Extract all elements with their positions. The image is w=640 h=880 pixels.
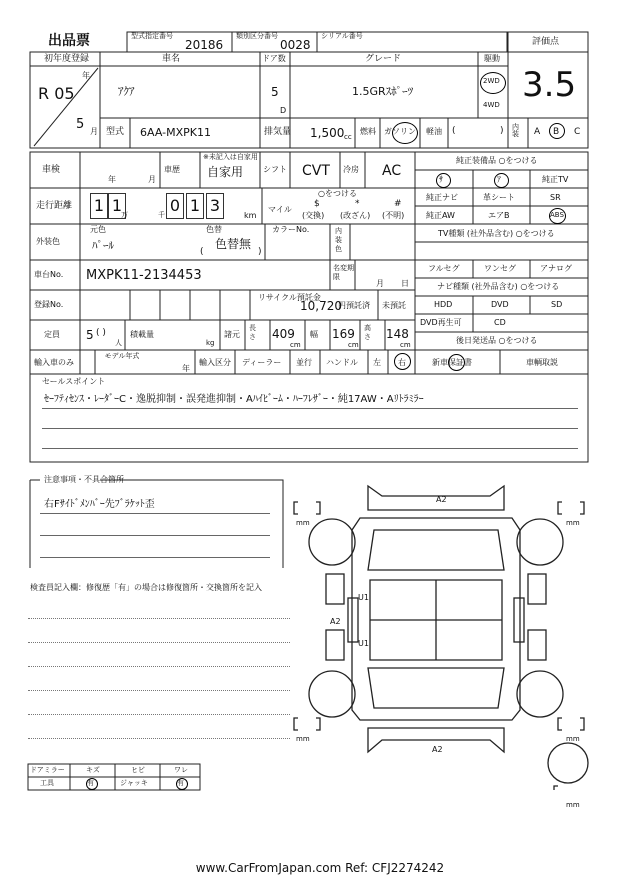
car-name-value: ｱｸｱ (118, 85, 135, 98)
notes-text: 右Fｻｲﾄﾞﾒﾝﾊﾞｰ先ﾌﾞﾗｹｯﾄ歪 (44, 499, 155, 510)
cooler-value: AC (382, 163, 402, 179)
color-code-label: 色替 (206, 225, 222, 234)
later-label: 後日発送品 ○をつける (456, 336, 538, 345)
name-change-label: 名変期限 (333, 264, 354, 281)
meter-hash: # (394, 199, 402, 209)
meter-unknown: (不明) (382, 211, 405, 220)
abs: ABS (550, 211, 564, 219)
fullseg: フルセグ (428, 264, 460, 273)
inspector-line-2 (28, 642, 290, 643)
fuel-value: ガソリン (384, 127, 416, 136)
color-no-label: カラーNo. (272, 225, 310, 234)
interior-color-label: 内装色 (335, 227, 342, 253)
sales-label: セールスポイント (42, 377, 106, 386)
cooler-label: 冷房 (343, 165, 359, 174)
recycle-done: 円預託済 (338, 301, 370, 310)
mileage-sen: 千 (158, 211, 165, 219)
navi-hdd: HDD (434, 300, 453, 309)
tire-fl-mm: mm (296, 519, 310, 527)
broken-label: ワレ (174, 766, 188, 774)
meter-star: * (355, 199, 360, 209)
handle-right: 右 (398, 358, 406, 367)
model-year-unit: 年 (182, 364, 190, 373)
genuine-navi: 純正ナビ (426, 193, 458, 202)
load-label: 積載量 (130, 330, 154, 339)
sunroof-sr: SR (550, 193, 561, 202)
class-value: 0028 (280, 38, 311, 52)
load-unit: kg (206, 339, 215, 347)
width-label: 幅 (310, 330, 318, 339)
manual: 車輌取説 (526, 358, 558, 367)
jack-yes: 有 (177, 779, 184, 787)
recycle-value: 10,720 (300, 299, 342, 313)
serial-label: シリアル番号 (321, 32, 363, 40)
meter-exchange: (交換) (302, 211, 325, 220)
genuine-tv: 純正TV (542, 175, 569, 184)
dvd-player: DVD再生可 (420, 318, 462, 327)
inspection-year-unit: 年 (108, 175, 116, 184)
navi-dvd: DVD (491, 300, 509, 309)
tv-type-label: TV種類 (社外品含む) ○をつける (438, 229, 555, 238)
meter-circle-note: ○をつける (318, 189, 357, 198)
car-damage-diagram (290, 470, 600, 790)
shift-value: CVT (302, 163, 330, 179)
month-unit: 月 (90, 127, 98, 136)
interior-b: B (553, 127, 560, 137)
inspection-month-unit: 月 (148, 175, 156, 184)
scratch-label: キズ (86, 766, 100, 774)
tools-yes: 有 (87, 779, 94, 787)
aluminum: ｱ (497, 175, 501, 184)
drive-2wd: 2WD (483, 77, 500, 85)
year-unit: 年 (82, 71, 90, 80)
history-label: 車歴 (164, 165, 180, 174)
color-close-paren: ) (258, 247, 262, 257)
name-change-month: 月 (376, 279, 384, 288)
parallel: 並行 (296, 358, 312, 367)
spare-tire-mm: mm (566, 801, 580, 809)
notes-line-1 (40, 513, 270, 514)
recycle-label: リサイクル預託金 (258, 293, 321, 302)
orig-color-value: ﾊﾟｰﾙ (92, 239, 114, 252)
color-change-value: 色替無 (215, 237, 252, 251)
grade-value: 1.5GRｽﾎﾟｰﾂ (352, 85, 414, 98)
navi-sd: SD (551, 300, 563, 309)
import-type-label: 輸入区分 (199, 358, 231, 367)
grade-label: グレード (365, 54, 402, 64)
inspector-line-5 (28, 714, 290, 715)
drive-4wd: 4WD (483, 101, 500, 109)
inspector-line-3 (28, 666, 290, 667)
damage-a2-rear: A2 (432, 745, 443, 754)
door-mirror-label: ドアミラー (30, 766, 65, 774)
name-change-day: 日 (401, 279, 409, 288)
form-title: 出品票 (48, 33, 90, 49)
meter-mile: マイル (268, 205, 292, 214)
doors-label: ドア数 (262, 54, 286, 63)
diesel-open-paren: ( (452, 126, 456, 136)
oneseg: ワンセグ (484, 264, 516, 273)
mileage-km: km (244, 211, 257, 220)
displacement-value: 1,500 (310, 126, 345, 140)
new-car-warranty: 新車保証書 (432, 358, 472, 367)
height-value: 148 (386, 327, 409, 341)
history-value: 自家用 (207, 165, 244, 179)
inspection-label: 車検 (42, 165, 61, 175)
airbag: エアB (488, 211, 510, 220)
genuine-aw: 純正AW (426, 211, 455, 220)
interior-c: C (574, 127, 581, 137)
capacity-label: 定員 (44, 330, 60, 339)
inspector-line-4 (28, 690, 290, 691)
inspector-line-1 (28, 618, 290, 619)
history-note: ※未記入は自家用 (203, 153, 258, 161)
import-label: 輸入車のみ (34, 358, 74, 367)
interior-a: A (534, 127, 541, 137)
chassis-value: MXPK11-2134453 (86, 268, 202, 283)
notes-line-3 (40, 557, 270, 558)
tools-label: 工具 (40, 779, 54, 787)
sales-line-2 (42, 428, 578, 429)
genuine-label: 純正装備品 ○をつける (456, 156, 538, 165)
sunroof: ｻ (439, 175, 443, 184)
reg-label: 登録No. (34, 300, 64, 309)
length-value: 409 (272, 327, 295, 341)
orig-color-label: 元色 (90, 225, 106, 234)
mileage-digit-3: 1 (186, 193, 204, 219)
notes-label: 注意事項・不具合箇所 (44, 475, 124, 484)
handle-left: 左 (373, 358, 381, 367)
mileage-digit-1: 1 (108, 193, 126, 219)
leather: 革シート (483, 193, 515, 202)
navi-type-label: ナビ種類 (社外品含む) ○をつける (437, 282, 560, 291)
mileage-digit-2: 0 (166, 193, 184, 219)
first-reg-label: 初年度登録 (44, 54, 90, 64)
damage-a2-front: A2 (436, 495, 447, 504)
width-value: 169 (332, 327, 355, 341)
tire-rl-mm: mm (296, 735, 310, 743)
mileage-label: 走行距離 (36, 201, 73, 211)
fuel-label: 燃料 (360, 127, 376, 136)
color-label: 外装色 (36, 237, 60, 246)
analog: アナログ (540, 264, 572, 273)
diesel-close-paren: ) (500, 126, 504, 136)
interior-label: 内装 (512, 123, 519, 138)
doors-sub: D (280, 106, 287, 115)
meter-altered: (改ざん) (340, 211, 371, 220)
first-reg-year: R 05 (38, 84, 75, 103)
capacity-parens: ( ) (96, 328, 106, 338)
sales-line-3 (42, 448, 578, 449)
notes-line-2 (40, 535, 270, 536)
score-label: 評価点 (532, 37, 560, 47)
doors-value: 5 (271, 85, 279, 99)
model-label: 型式 (106, 127, 125, 137)
capacity-unit: 人 (115, 339, 122, 347)
height-label: 高さ (364, 324, 371, 341)
displacement-unit: cc (344, 133, 352, 141)
shift-label: シフト (263, 165, 287, 174)
tire-fr-mm: mm (566, 519, 580, 527)
score-value: 3.5 (522, 65, 577, 105)
model-cert-value: 20186 (185, 38, 224, 52)
sales-line-1 (42, 408, 578, 409)
drive-label: 駆動 (484, 54, 500, 63)
inspector-label: 検査員記入欄：修復歴「有」の場合は修復箇所・交換箇所を記入 (30, 583, 262, 592)
cd: CD (494, 318, 506, 327)
handle-label: ハンドル (326, 358, 358, 367)
jack-label: ジャッキ (120, 779, 148, 787)
model-year-label: モデル年式 (104, 352, 140, 360)
width-cm: cm (348, 341, 359, 349)
diesel-label: 軽油 (426, 127, 442, 136)
car-name-label: 車名 (162, 54, 181, 64)
color-open-paren: ( (200, 247, 204, 257)
mileage-man: 万 (121, 211, 128, 219)
damage-u1-door-a: U1 (358, 593, 369, 602)
class-label: 類別区分番号 (236, 32, 278, 40)
capacity-value: 5 (86, 328, 94, 342)
first-reg-month: 5 (76, 117, 85, 132)
damage-u1-door-b: U1 (358, 639, 369, 648)
mileage-digit-4: 3 (206, 193, 224, 219)
sales-text: ｾｰﾌﾃｨｾﾝｽ・ﾚｰﾀﾞｰC・逸脱抑制・誤発進抑制・Aﾊｲﾋﾞｰﾑ・ﾊｰﾌﾚｻﾞｰ・純17AW・Aﾘﾄﾗﾐﾗｰ (44, 394, 424, 405)
inspector-line-6 (28, 738, 290, 739)
chassis-label: 車台No. (34, 270, 64, 279)
displacement-label: 排気量 (264, 127, 292, 137)
model-cert-label: 型式指定番号 (131, 32, 173, 40)
height-cm: cm (400, 341, 411, 349)
dims-label: 諸元 (224, 330, 240, 339)
damage-a2-left: A2 (330, 617, 341, 626)
tire-rr-mm: mm (566, 735, 580, 743)
footer-watermark: www.CarFromJapan.com Ref: CFJ2274242 (195, 861, 445, 875)
length-cm: cm (290, 341, 301, 349)
model-value: 6AA-MXPK11 (140, 126, 211, 139)
mileage-digit-0: 1 (90, 193, 108, 219)
recycle-not: 未預託 (382, 301, 406, 310)
dealer: ディーラー (242, 358, 282, 367)
length-label: 長さ (249, 324, 256, 341)
meter-dollar: $ (314, 199, 320, 209)
crack-label: ヒビ (131, 766, 145, 774)
